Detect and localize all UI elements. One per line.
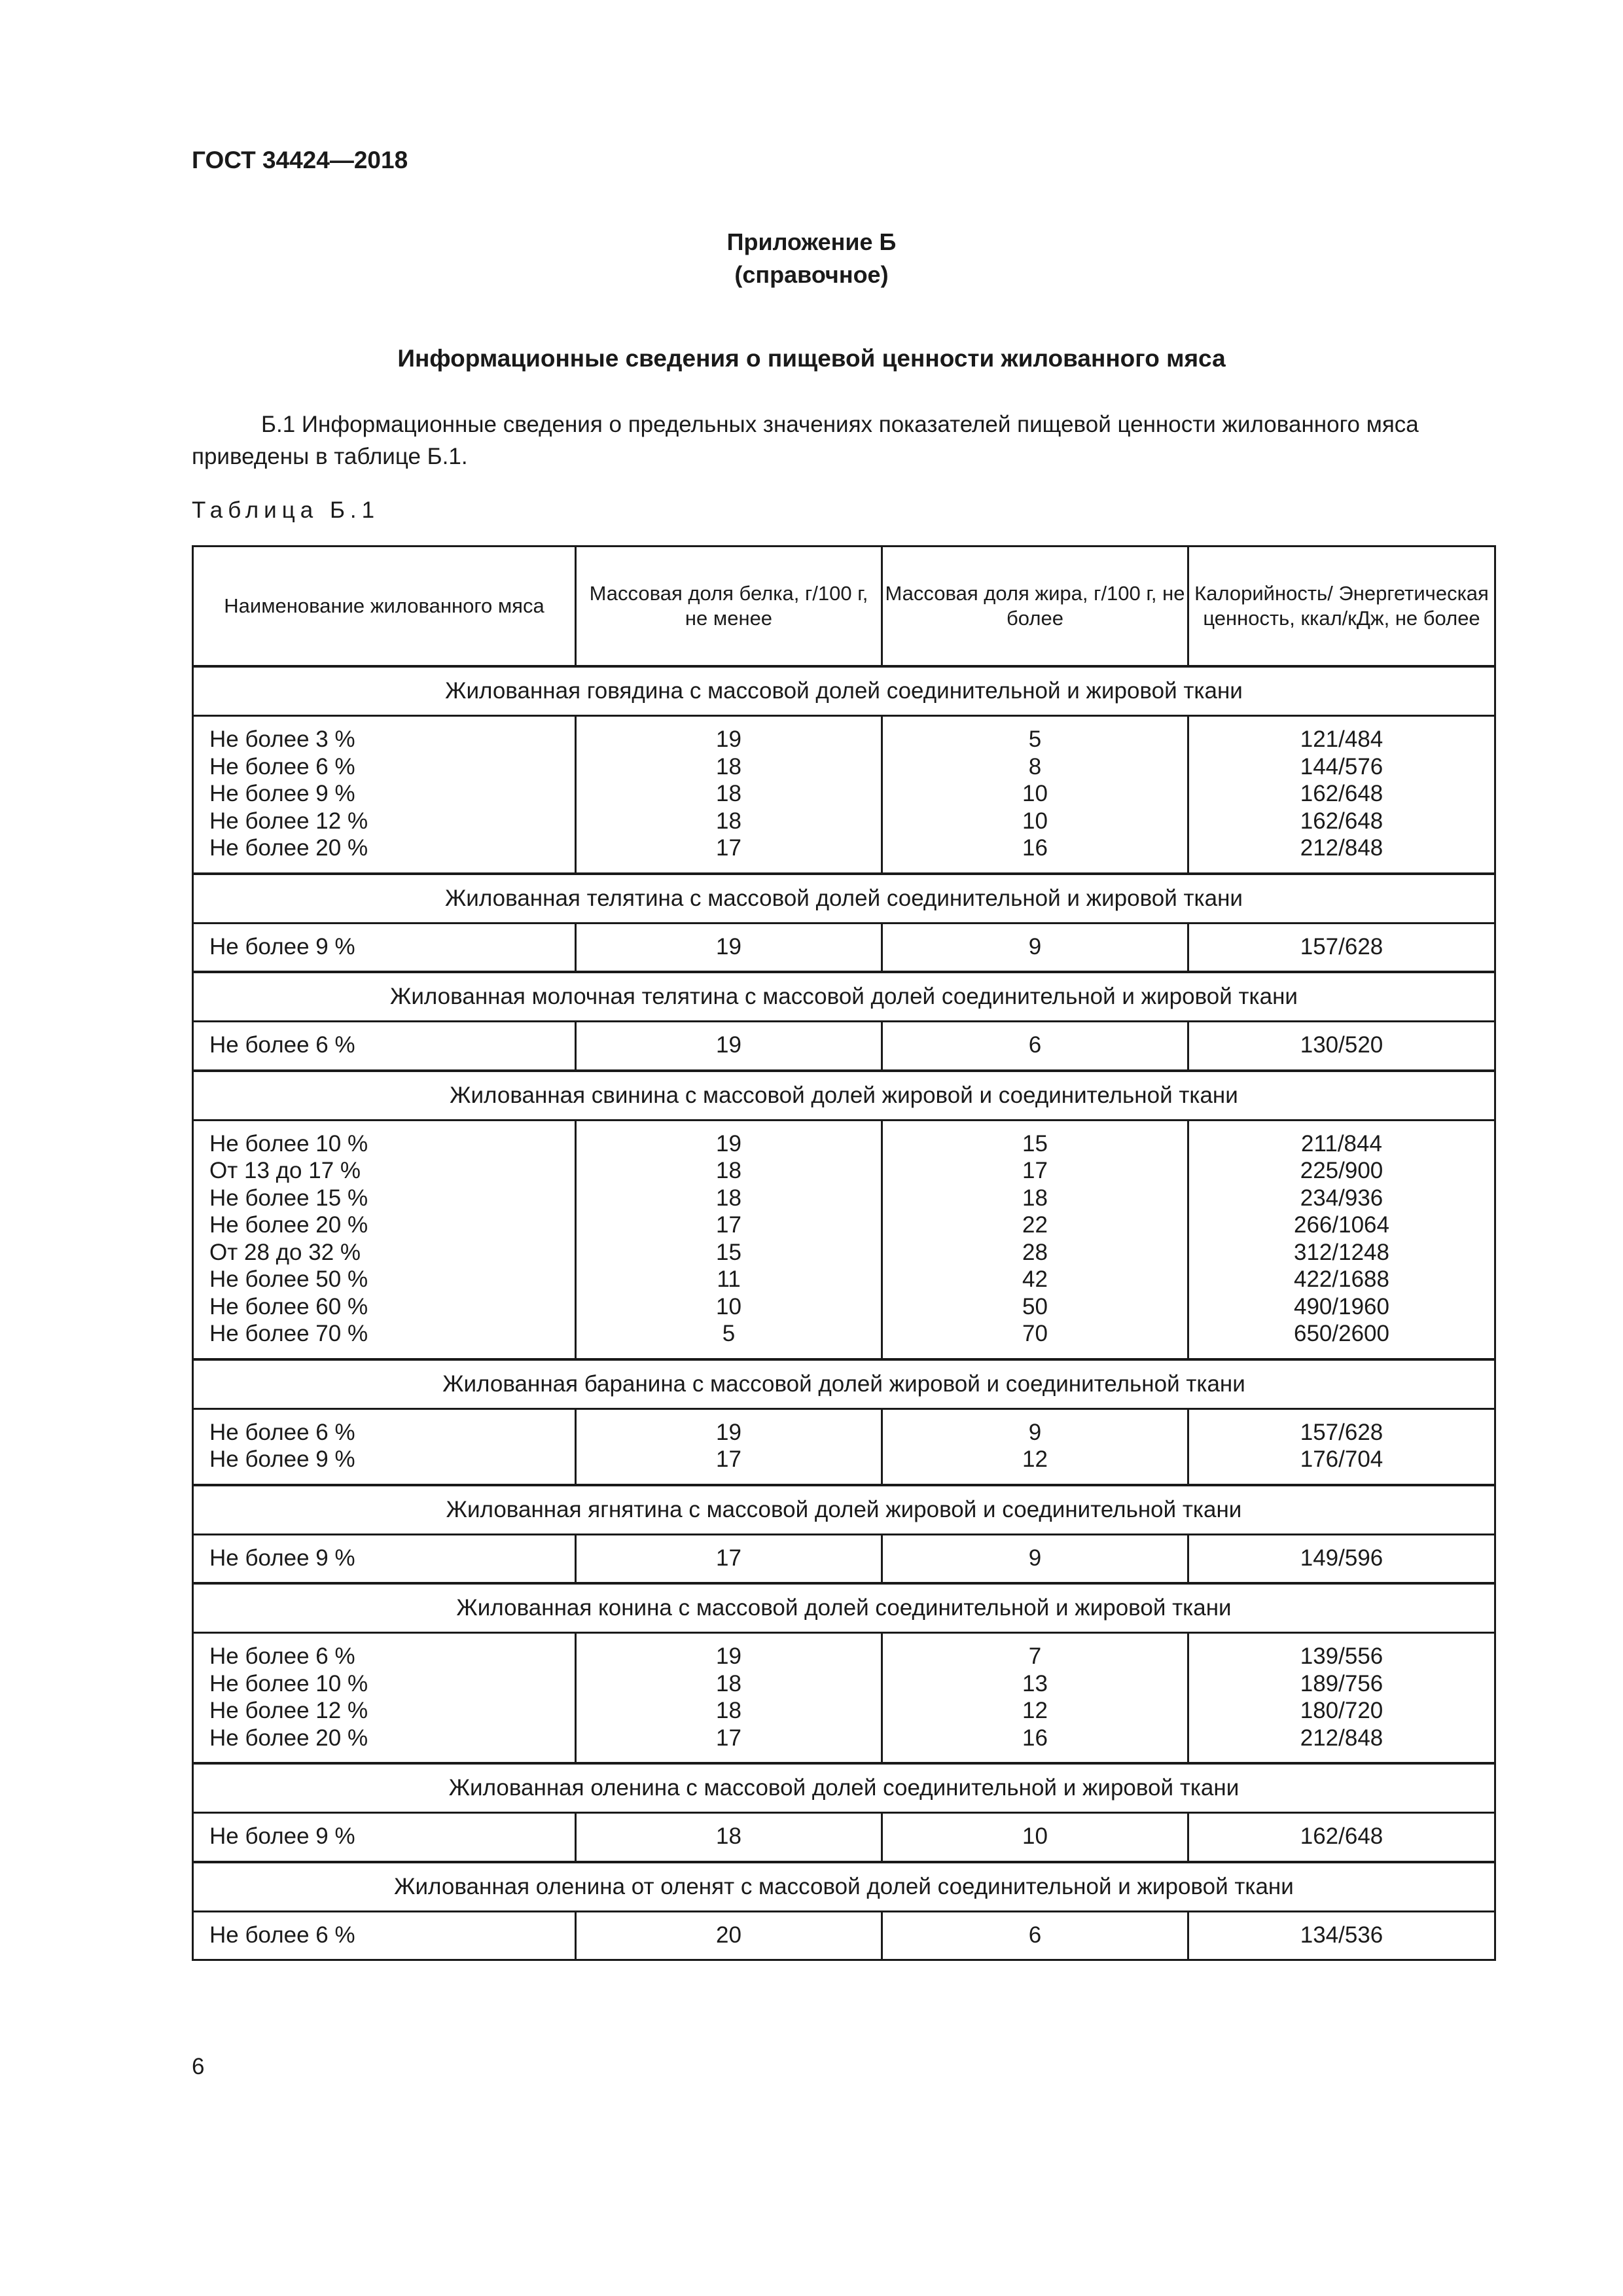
section-title: Жилованная свинина с массовой долей жировой и соединительной ткани (193, 1071, 1495, 1121)
table-label: Таблица Б.1 (192, 497, 380, 523)
header-protein: Массовая доля белка, г/100 г, не менее (576, 547, 882, 667)
data-row (193, 1534, 1495, 1583)
cell-protein: 18 (716, 781, 741, 806)
cell-fat: 50 (1022, 1293, 1048, 1319)
section-title: Жилованная баранина с массовой долей жировой и соединительной ткани (193, 1359, 1495, 1409)
cell-energy: 130/520 (1300, 1032, 1383, 1058)
cell-fat: 5 (1028, 726, 1042, 752)
cell-meat-name-group (193, 1408, 576, 1485)
cell-energy: 225/900 (1300, 1158, 1383, 1183)
cell-fat: 7 (1028, 1643, 1042, 1669)
cell-energy: 162/648 (1300, 781, 1383, 806)
standard-code: ГОСТ 34424—2018 (192, 147, 408, 173)
cell-meat-name: Не более 10 % (209, 1130, 368, 1157)
cell-fat: 10 (1022, 1823, 1048, 1849)
cell-energy: 212/848 (1300, 835, 1383, 861)
section-row (193, 1359, 1495, 1409)
cell-energy-group (1188, 1534, 1495, 1583)
section-title: Жилованная телятина с массовой долей соединительной и жировой ткани (193, 874, 1495, 924)
section-row (193, 666, 1495, 716)
cell-meat-name: Не более 3 % (209, 726, 355, 752)
cell-meat-name: Не более 15 % (209, 1185, 368, 1211)
cell-energy: 422/1688 (1294, 1266, 1389, 1292)
cell-energy: 134/536 (1300, 1922, 1383, 1948)
section-row (193, 972, 1495, 1022)
cell-fat-group (882, 1813, 1188, 1862)
section-title: Жилованная оленина с массовой долей соединительной и жировой ткани (193, 1763, 1495, 1813)
cell-protein: 19 (716, 726, 741, 752)
cell-protein-group (576, 1022, 882, 1071)
cell-meat-name: Не более 9 % (209, 933, 355, 960)
cell-energy: 144/576 (1300, 753, 1383, 780)
cell-fat: 15 (1022, 1130, 1048, 1157)
document-title: Информационные сведения о пищевой ценности жилованного мяса (397, 345, 1226, 372)
cell-meat-name: Не более 9 % (209, 1545, 355, 1571)
cell-fat-group (882, 1408, 1188, 1485)
cell-fat: 9 (1028, 1419, 1042, 1445)
cell-energy: 157/628 (1300, 933, 1383, 960)
cell-meat-name-group (193, 1120, 576, 1359)
cell-energy: 162/648 (1300, 1823, 1383, 1849)
cell-meat-name: Не более 6 % (209, 1922, 355, 1948)
paragraph-b1 (192, 408, 1501, 473)
cell-meat-name: Не более 6 % (209, 1032, 355, 1058)
cell-fat-group (882, 1120, 1188, 1359)
cell-energy-group (1188, 1408, 1495, 1485)
cell-meat-name-group (193, 1813, 576, 1862)
cell-protein: 18 (716, 1698, 741, 1723)
cell-protein-group (576, 1633, 882, 1764)
cell-fat-group (882, 1534, 1188, 1583)
cell-protein: 18 (716, 1158, 741, 1183)
table-header-row (193, 547, 1495, 667)
cell-meat-name: Не более 60 % (209, 1293, 368, 1319)
paragraph-line: приведены в таблице Б.1. (192, 444, 468, 469)
cell-protein: 18 (716, 1185, 741, 1211)
cell-energy-group (1188, 1120, 1495, 1359)
section-title: Жилованная ягнятина с массовой долей жировой и соединительной ткани (193, 1485, 1495, 1535)
cell-fat: 22 (1022, 1212, 1048, 1238)
cell-protein: 17 (716, 1446, 741, 1472)
cell-fat: 16 (1022, 835, 1048, 861)
cell-protein-group (576, 1911, 882, 1960)
cell-energy: 157/628 (1300, 1419, 1383, 1445)
cell-meat-name: Не более 20 % (209, 1725, 368, 1751)
annex-title: Приложение Б (726, 228, 897, 255)
cell-protein-group (576, 1408, 882, 1485)
data-row (193, 1408, 1495, 1485)
cell-energy: 189/756 (1300, 1670, 1383, 1696)
section-row (193, 1583, 1495, 1633)
cell-meat-name-group (193, 1022, 576, 1071)
cell-meat-name-group (193, 716, 576, 874)
cell-meat-name-group (193, 923, 576, 972)
section-title: Жилованная конина с массовой долей соединительной и жировой ткани (193, 1583, 1495, 1633)
cell-meat-name: Не более 12 % (209, 808, 368, 834)
cell-fat: 13 (1022, 1670, 1048, 1696)
cell-protein-group (576, 1534, 882, 1583)
cell-energy: 234/936 (1300, 1185, 1383, 1211)
cell-meat-name: От 28 до 32 % (209, 1239, 361, 1265)
cell-protein: 18 (716, 1670, 741, 1696)
cell-protein: 19 (716, 1419, 741, 1445)
cell-meat-name: Не более 20 % (209, 1212, 368, 1238)
cell-protein: 19 (716, 1130, 741, 1157)
cell-meat-name: От 13 до 17 % (209, 1158, 361, 1183)
cell-energy: 149/596 (1300, 1545, 1383, 1571)
cell-fat: 9 (1028, 933, 1042, 960)
cell-fat: 6 (1028, 1922, 1042, 1948)
annex-heading (0, 226, 1623, 291)
cell-meat-name-group (193, 1911, 576, 1960)
cell-fat-group (882, 716, 1188, 874)
page-number: 6 (192, 2054, 205, 2079)
section-title: Жилованная оленина от оленят с массовой долей соединительной и жировой ткани (193, 1862, 1495, 1912)
cell-fat: 12 (1022, 1446, 1048, 1472)
cell-protein-group (576, 1120, 882, 1359)
annex-type: (справочное) (734, 261, 889, 288)
cell-fat: 10 (1022, 781, 1048, 806)
cell-meat-name: Не более 70 % (209, 1321, 368, 1346)
nutrition-table (192, 545, 1496, 1961)
cell-energy-group (1188, 716, 1495, 874)
cell-fat-group (882, 923, 1188, 972)
cell-energy: 650/2600 (1294, 1321, 1389, 1346)
cell-fat: 6 (1028, 1032, 1042, 1058)
cell-energy: 490/1960 (1294, 1293, 1389, 1319)
cell-meat-name-group (193, 1534, 576, 1583)
cell-protein-group (576, 716, 882, 874)
data-row (193, 1022, 1495, 1071)
cell-protein: 18 (716, 1823, 741, 1849)
cell-fat: 8 (1028, 753, 1042, 780)
data-row (193, 1633, 1495, 1764)
section-row (193, 874, 1495, 924)
cell-protein: 17 (716, 1545, 741, 1571)
cell-protein: 10 (716, 1293, 741, 1319)
cell-meat-name: Не более 20 % (209, 835, 368, 861)
data-row (193, 923, 1495, 972)
cell-protein: 11 (717, 1266, 741, 1292)
cell-fat: 70 (1022, 1321, 1048, 1346)
header-energy: Калорийность/ Энергетическая ценность, ккал/кДж, не более (1188, 547, 1495, 667)
cell-energy: 176/704 (1300, 1446, 1383, 1472)
paragraph-line: Б.1 Информационные сведения о предельных значениях показателей пищевой ценности жилованного мяса (261, 412, 1419, 437)
cell-energy: 211/844 (1301, 1130, 1382, 1157)
cell-meat-name: Не более 50 % (209, 1266, 368, 1292)
cell-protein: 19 (716, 933, 741, 960)
cell-protein: 18 (716, 808, 741, 834)
section-title: Жилованная говядина с массовой долей соединительной и жировой ткани (193, 666, 1495, 716)
section-row (193, 1862, 1495, 1912)
cell-energy-group (1188, 1633, 1495, 1764)
cell-meat-name-group (193, 1633, 576, 1764)
cell-energy: 162/648 (1300, 808, 1383, 834)
cell-fat-group (882, 1022, 1188, 1071)
data-row (193, 1911, 1495, 1960)
cell-fat-group (882, 1911, 1188, 1960)
cell-energy-group (1188, 1813, 1495, 1862)
cell-meat-name: Не более 6 % (209, 753, 355, 780)
cell-energy-group (1188, 1022, 1495, 1071)
cell-meat-name: Не более 12 % (209, 1698, 368, 1723)
cell-energy-group (1188, 923, 1495, 972)
cell-fat: 12 (1022, 1698, 1048, 1723)
header-meat-name: Наименование жилованного мяса (193, 547, 576, 667)
cell-protein: 18 (716, 753, 741, 780)
cell-energy: 312/1248 (1294, 1239, 1389, 1265)
cell-meat-name: Не более 9 % (209, 781, 355, 806)
section-title: Жилованная молочная телятина с массовой долей соединительной и жировой ткани (193, 972, 1495, 1022)
cell-protein: 20 (716, 1922, 741, 1948)
data-row (193, 1813, 1495, 1862)
cell-energy: 139/556 (1300, 1643, 1383, 1669)
cell-fat-group (882, 1633, 1188, 1764)
cell-protein: 15 (716, 1239, 741, 1265)
cell-fat: 17 (1022, 1158, 1048, 1183)
section-row (193, 1071, 1495, 1121)
data-row (193, 1120, 1495, 1359)
cell-protein-group (576, 1813, 882, 1862)
cell-meat-name: Не более 10 % (209, 1670, 368, 1696)
data-row (193, 716, 1495, 874)
section-row (193, 1485, 1495, 1535)
cell-protein: 19 (716, 1032, 741, 1058)
cell-meat-name: Не более 9 % (209, 1446, 355, 1472)
cell-protein: 17 (716, 835, 741, 861)
cell-fat: 42 (1022, 1266, 1048, 1292)
header-fat: Массовая доля жира, г/100 г, не более (882, 547, 1188, 667)
cell-protein-group (576, 923, 882, 972)
section-row (193, 1763, 1495, 1813)
cell-fat: 28 (1022, 1239, 1048, 1265)
cell-protein: 19 (716, 1643, 741, 1669)
cell-protein: 5 (722, 1321, 736, 1346)
cell-protein: 17 (716, 1212, 741, 1238)
cell-energy: 212/848 (1300, 1725, 1383, 1751)
cell-energy-group (1188, 1911, 1495, 1960)
cell-energy: 121/484 (1300, 726, 1383, 752)
cell-fat: 16 (1022, 1725, 1048, 1751)
cell-protein: 17 (716, 1725, 741, 1751)
cell-meat-name: Не более 6 % (209, 1643, 355, 1669)
cell-fat: 10 (1022, 808, 1048, 834)
cell-fat: 18 (1022, 1185, 1048, 1211)
cell-meat-name: Не более 9 % (209, 1823, 355, 1849)
cell-fat: 9 (1028, 1545, 1042, 1571)
cell-energy: 266/1064 (1294, 1212, 1389, 1238)
cell-energy: 180/720 (1300, 1698, 1383, 1723)
cell-meat-name: Не более 6 % (209, 1419, 355, 1445)
